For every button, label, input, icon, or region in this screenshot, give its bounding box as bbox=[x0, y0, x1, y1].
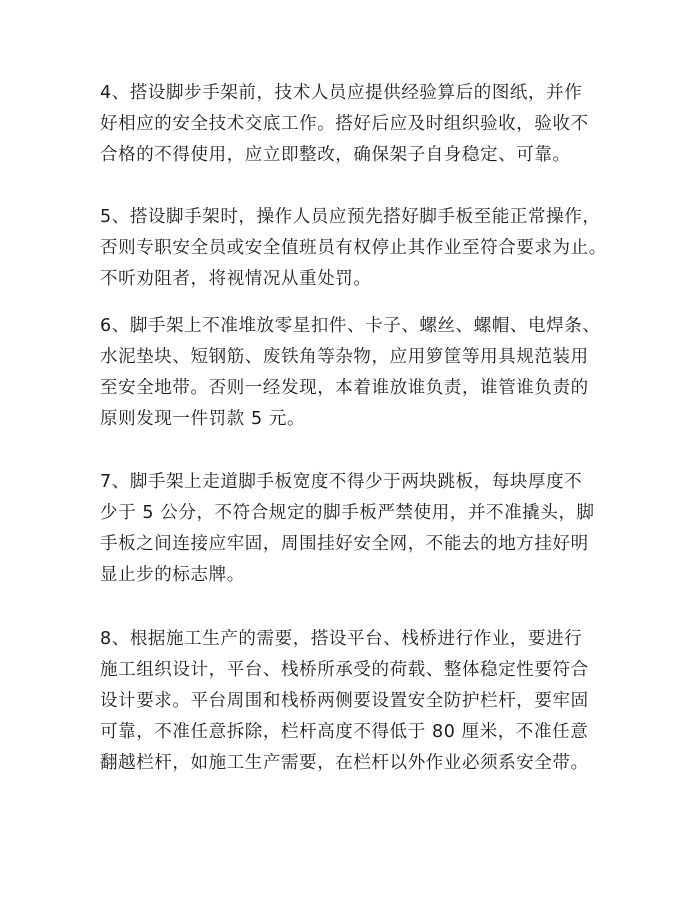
paragraph-line: 4、搭设脚步手架前，技术人员应提供经验算后的图纸，并作 bbox=[100, 83, 583, 103]
paragraph-item-4 bbox=[100, 78, 620, 171]
paragraph-item-5 bbox=[100, 202, 620, 295]
paragraph-line: 原则发现一件罚款 5 元。 bbox=[100, 409, 306, 429]
paragraph-line: 不听劝阻者，将视情况从重处罚。 bbox=[100, 269, 372, 289]
paragraph-item-8 bbox=[100, 624, 620, 779]
paragraph-line: 合格的不得使用，应立即整改，确保架子自身稳定、可靠。 bbox=[100, 145, 571, 165]
paragraph-line: 设计要求。平台周围和栈桥两侧要设置安全防护栏杆，要牢固 bbox=[100, 691, 589, 711]
paragraph-line: 显止步的标志牌。 bbox=[100, 565, 245, 585]
paragraph-line: 否则专职安全员或安全值班员有权停止其作业至符合要求为止。 bbox=[100, 238, 607, 258]
paragraph-line: 翻越栏杆，如施工生产需要，在栏杆以外作业必须系安全带。 bbox=[100, 753, 589, 773]
paragraph-line: 8、根据施工生产的需要，搭设平台、栈桥进行作业，要进行 bbox=[100, 629, 583, 649]
paragraph-line: 少于 5 公分，不符合规定的脚手板严禁使用，并不准撬头，脚 bbox=[100, 503, 595, 523]
paragraph-line: 好相应的安全技术交底工作。搭好后应及时组织验收，验收不 bbox=[100, 114, 589, 134]
paragraph-line: 施工组织设计，平台、栈桥所承受的荷载、整体稳定性要符合 bbox=[100, 660, 589, 680]
paragraph-line: 可靠，不准任意拆除，栏杆高度不得低于 80 厘米，不准任意 bbox=[100, 722, 589, 742]
paragraph-item-6 bbox=[100, 311, 620, 435]
paragraph-line: 7、脚手架上走道脚手板宽度不得少于两块跳板，每块厚度不 bbox=[100, 472, 583, 492]
paragraph-line: 手板之间连接应牢固，周围挂好安全网，不能去的地方挂好明 bbox=[100, 534, 589, 554]
paragraph-item-7 bbox=[100, 467, 620, 591]
paragraph-line: 5、搭设脚手架时，操作人员应预先搭好脚手板至能正常操作， bbox=[100, 207, 601, 227]
paragraph-line: 6、脚手架上不准堆放零星扣件、卡子、螺丝、螺帽、电焊条、 bbox=[100, 316, 601, 336]
paragraph-line: 水泥垫块、短钢筋、废铁角等杂物，应用箩筐等用具规范装用 bbox=[100, 347, 589, 367]
paragraph-line: 至安全地带。否则一经发现，本着谁放谁负责，谁管谁负责的 bbox=[100, 378, 589, 398]
